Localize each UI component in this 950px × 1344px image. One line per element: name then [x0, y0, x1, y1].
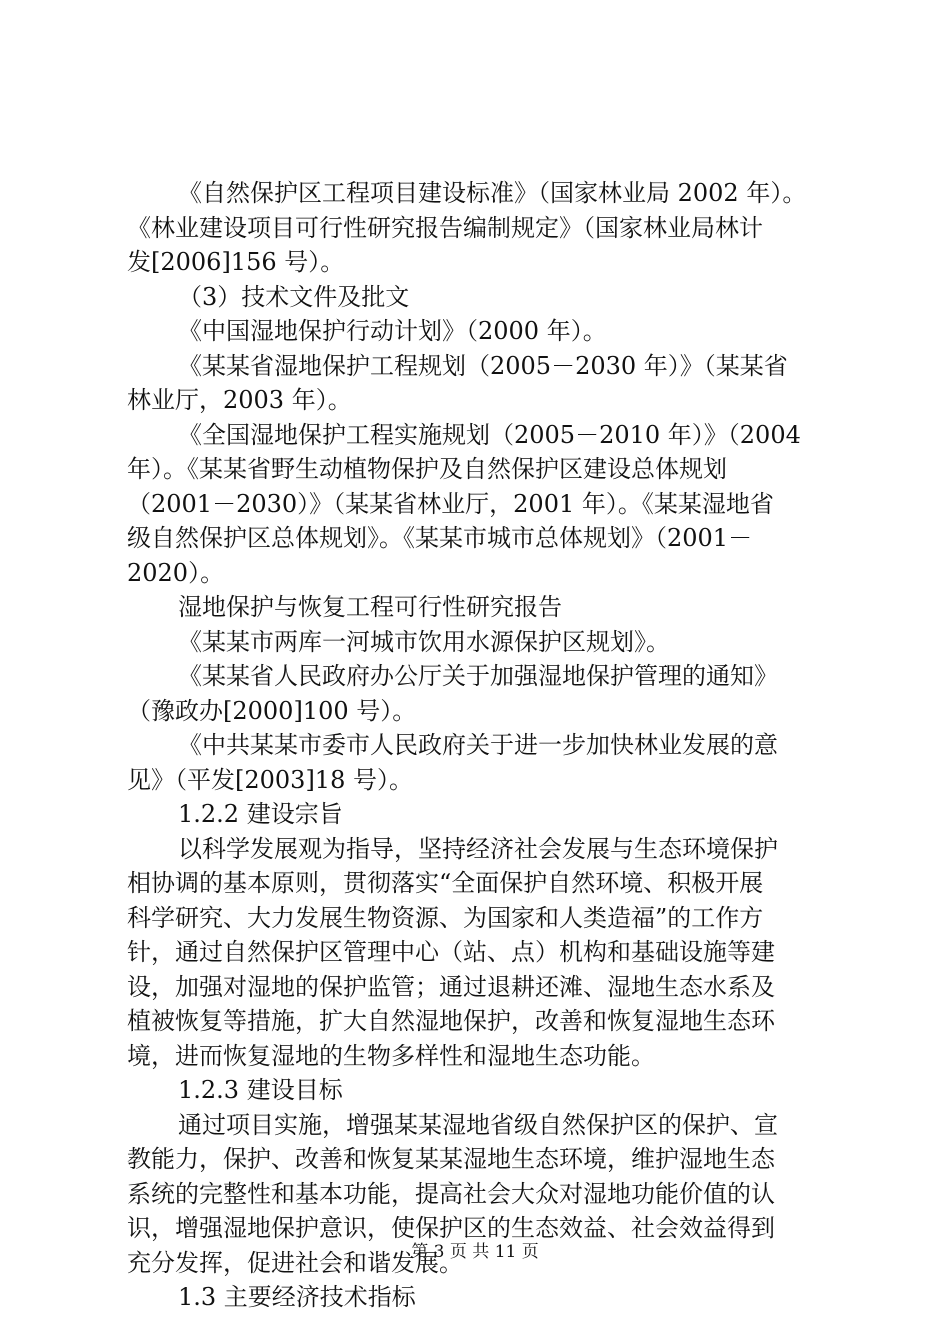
text-line: 系统的完整性和基本功能，提高社会大众对湿地功能价值的认 — [127, 1179, 775, 1208]
text-line: 植被恢复等措施，扩大自然湿地保护，改善和恢复湿地生态环 — [127, 1007, 775, 1035]
text-line: 见》（平发[2003]18 号）。 — [127, 765, 413, 794]
text-line: 《某某省人民政府办公厅关于加强湿地保护管理的通知》 — [178, 662, 778, 690]
text-line: 发[2006]156 号）。 — [127, 248, 345, 276]
page-number-footer: 第 3 页 共 11 页 — [411, 1242, 539, 1262]
text-line: 林业厅，2003 年）。 — [127, 386, 352, 414]
text-line: 《林业建设项目可行性研究报告编制规定》（国家林业局林计 — [127, 213, 763, 242]
section-heading: 1.2.3 建设目标 — [178, 1076, 343, 1104]
text-line: 《某某市两库一河城市饮用水源保护区规划》。 — [178, 627, 670, 656]
text-line: 境，进而恢复湿地的生物多样性和湿地生态功能。 — [127, 1041, 655, 1070]
text-line: 教能力，保护、改善和恢复某某湿地生态环境，维护湿地生态 — [127, 1145, 775, 1173]
text-line: 《某某省湿地保护工程规划（2005－2030 年）》（某某省 — [178, 351, 788, 380]
text-line: 2020）。 — [127, 558, 225, 587]
text-line: 设，加强对湿地的保护监管；通过退耕还滩、湿地生态水系及 — [127, 972, 775, 1001]
text-line: 《中共某某市委市人民政府关于进一步加快林业发展的意 — [178, 731, 778, 759]
text-line: 通过项目实施，增强某某湿地省级自然保护区的保护、宣 — [178, 1110, 778, 1139]
text-line: 湿地保护与恢复工程可行性研究报告 — [178, 593, 562, 621]
text-line: 《自然保护区工程项目建设标准》（国家林业局 2002 年）。 — [178, 179, 807, 207]
section-heading: 1.2.2 建设宗旨 — [178, 800, 343, 828]
text-line: 《全国湿地保护工程实施规划（2005－2010 年）》（2004 — [178, 420, 801, 449]
text-line: 级自然保护区总体规划》。《某某市城市总体规划》（2001－ — [127, 524, 753, 552]
text-line: 科学研究、大力发展生物资源、为国家和人类造福”的工作方 — [127, 903, 764, 932]
section-heading: （3）技术文件及批文 — [178, 282, 410, 311]
text-line: 《中国湿地保护行动计划》（2000 年）。 — [178, 317, 607, 345]
section-heading: 1.3 主要经济技术指标 — [178, 1283, 416, 1311]
text-line: 充分发挥，促进社会和谐发展。 — [127, 1248, 463, 1277]
text-line: 以科学发展观为指导，坚持经济社会发展与生态环境保护 — [178, 834, 778, 863]
text-line: 年）。《某某省野生动植物保护及自然保护区建设总体规划 — [127, 455, 727, 483]
text-line: （2001－2030）》（某某省林业厅，2001 年）。《某某湿地省 — [127, 489, 774, 518]
text-line: （豫政办[2000]100 号）。 — [127, 696, 417, 725]
text-line: 相协调的基本原则，贯彻落实“全面保护自然环境、积极开展 — [127, 869, 764, 897]
text-line: 识，增强湿地保护意识，使保护区的生态效益、社会效益得到 — [127, 1214, 775, 1242]
document-body — [127, 176, 835, 1315]
text-line: 针，通过自然保护区管理中心（站、点）机构和基础设施等建 — [127, 938, 775, 966]
